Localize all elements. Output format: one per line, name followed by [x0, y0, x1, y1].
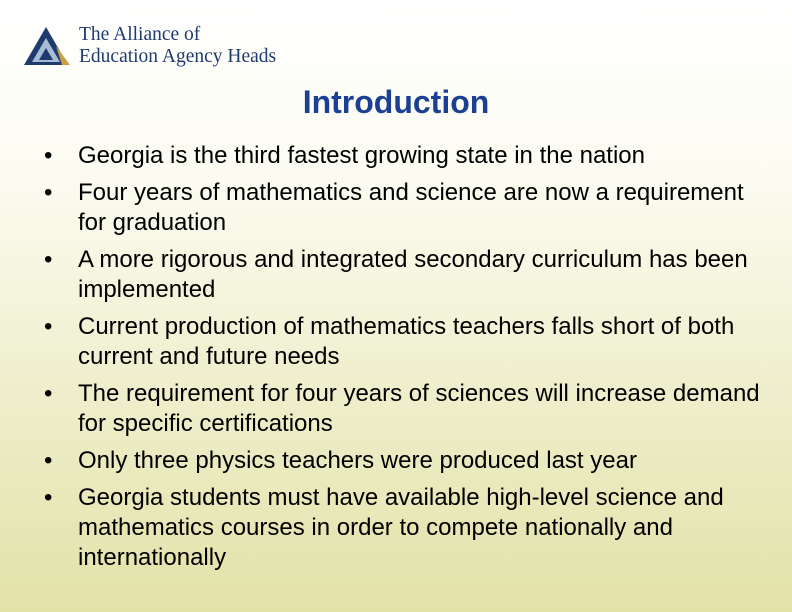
bullet-list — [44, 141, 764, 580]
bullet-dot: • — [44, 380, 53, 407]
bullet-dot: • — [44, 179, 53, 206]
bullet-item — [44, 312, 764, 372]
bullet-dot: • — [44, 313, 53, 340]
bullet-dot: • — [44, 447, 53, 474]
bullet-text: Georgia students must have available high-level science and mathematics courses in order to compete nationally and internationally — [78, 484, 724, 571]
bullet-dot: • — [44, 142, 53, 169]
slide-title: Introduction — [302, 84, 490, 120]
slide-title-container — [0, 84, 792, 121]
bullet-text: Georgia is the third fastest growing state in the nation — [78, 142, 645, 169]
bullet-text: Current production of mathematics teachers falls short of both current and future needs — [78, 313, 735, 370]
bullet-item — [44, 141, 764, 171]
bullet-item — [44, 379, 764, 439]
triangle-logo-icon — [24, 26, 72, 66]
logo-line-1: The Alliance of — [79, 24, 201, 45]
bullet-item — [44, 245, 764, 305]
logo-line-2: Education Agency Heads — [79, 46, 277, 67]
bullet-item — [44, 483, 764, 573]
bullet-dot: • — [44, 484, 53, 511]
bullet-text: A more rigorous and integrated secondary curriculum has been implemented — [78, 246, 748, 303]
bullet-text: Four years of mathematics and science are now a requirement for graduation — [78, 179, 744, 236]
bullet-text: The requirement for four years of sciences will increase demand for specific certifications — [78, 380, 760, 437]
bullet-text: Only three physics teachers were produced last year — [78, 447, 637, 474]
logo-wordmark — [79, 24, 276, 68]
bullet-dot: • — [44, 246, 53, 273]
bullet-item — [44, 446, 764, 476]
alliance-logo — [24, 24, 324, 74]
bullet-item — [44, 178, 764, 238]
